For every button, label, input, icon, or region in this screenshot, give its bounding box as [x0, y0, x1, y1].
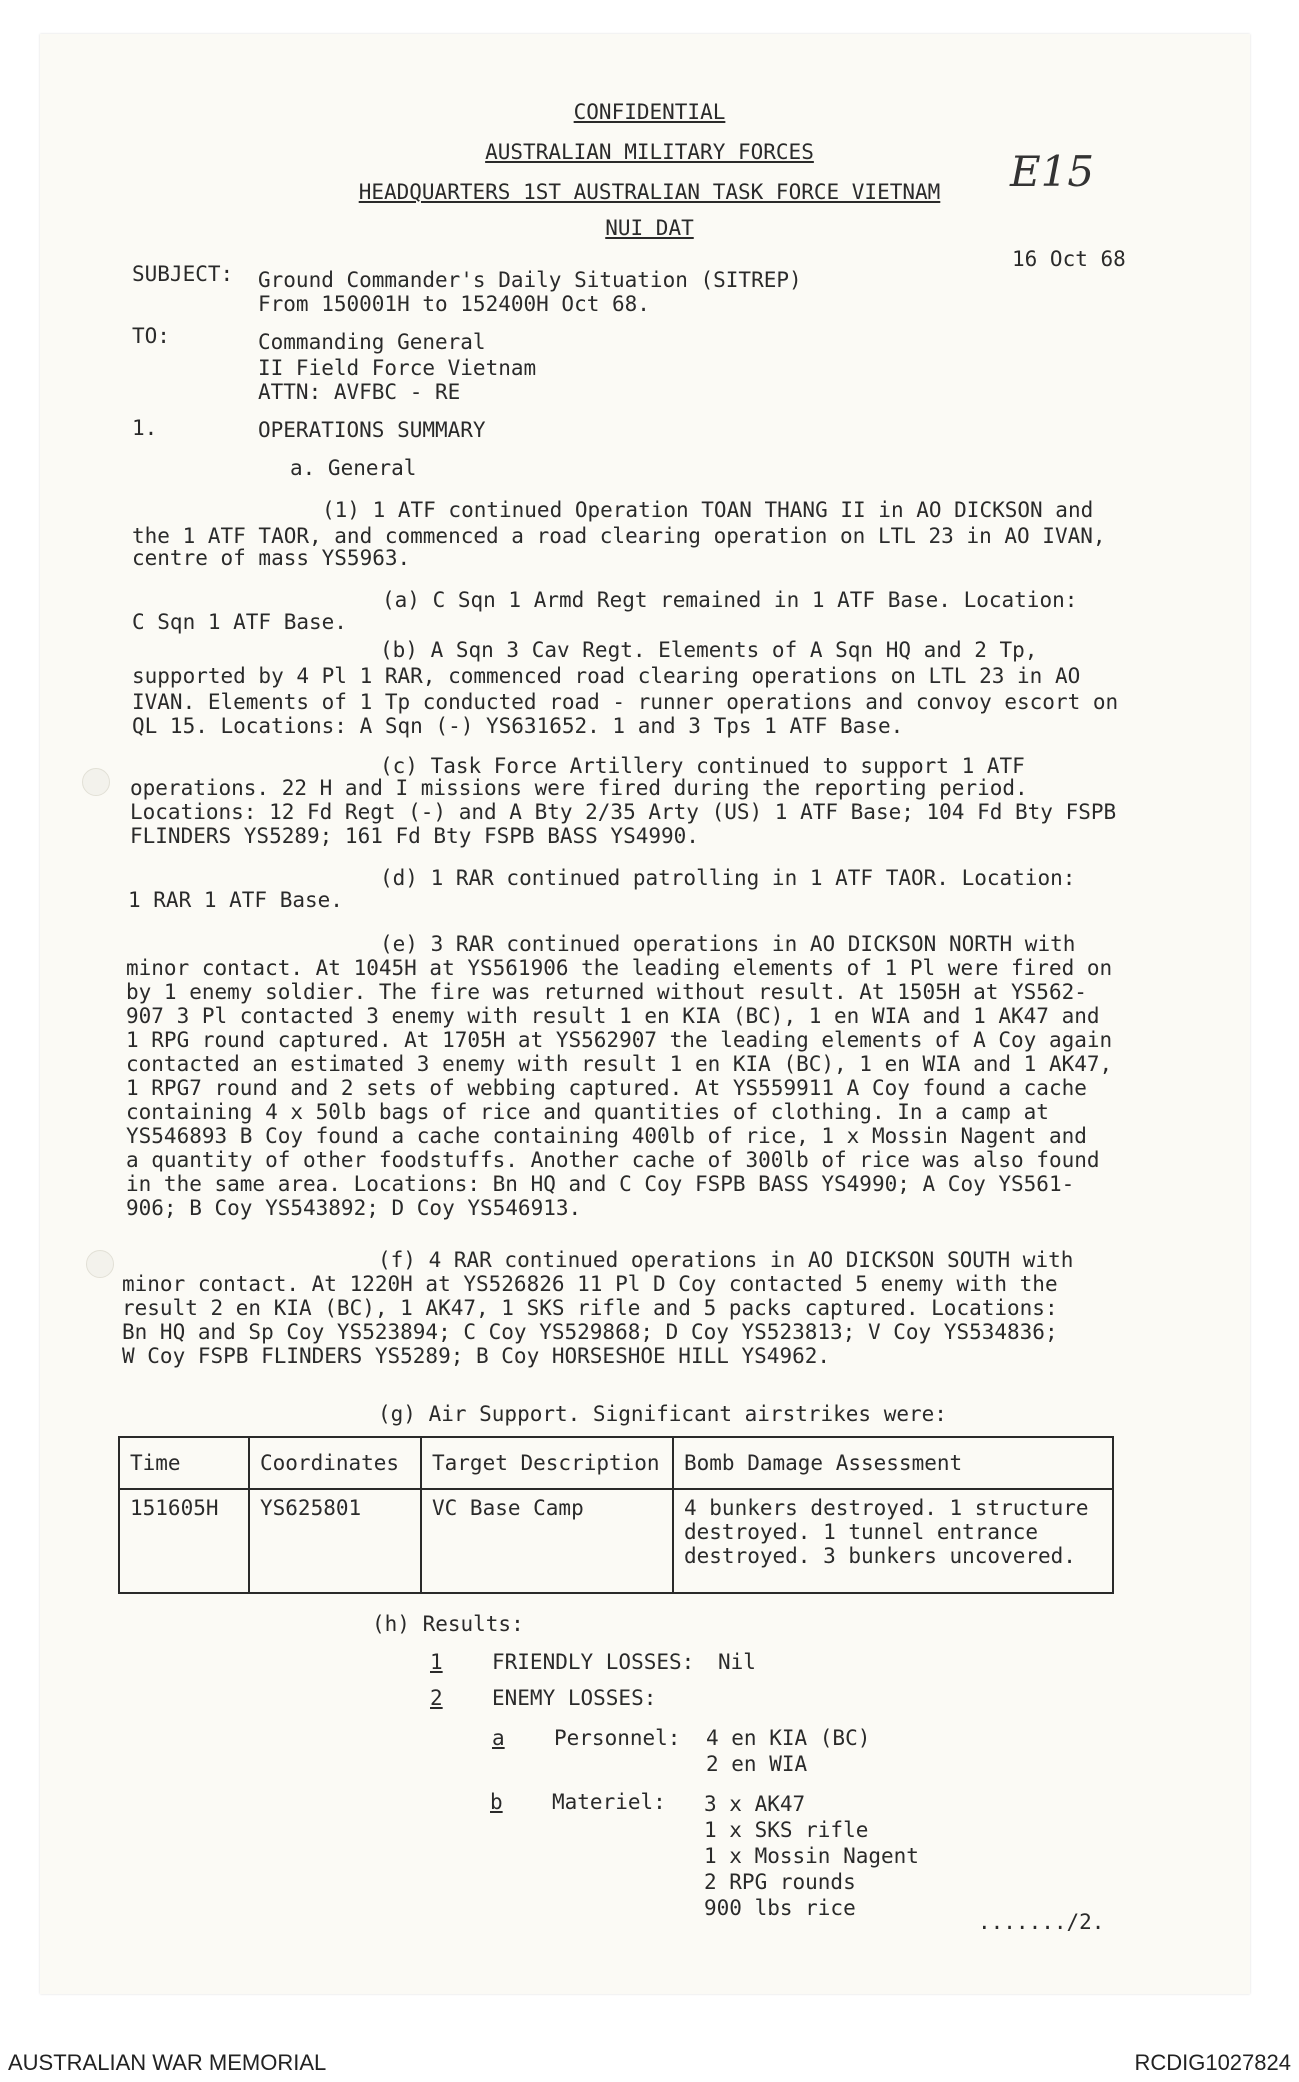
para-f-line: minor contact. At 1220H at YS526826 11 Pl D Coy contacted 5 enemy with the: [122, 1272, 1058, 1296]
para-1-line: centre of mass YS5963.: [132, 546, 411, 570]
materiel-item: 3 x AK47: [704, 1792, 806, 1816]
personnel-item: 2 en WIA: [706, 1752, 808, 1776]
friendly-losses-number: 1: [430, 1650, 443, 1674]
footer-left-credit: AUSTRALIAN WAR MEMORIAL: [8, 2050, 327, 2075]
enemy-losses-number: 2: [430, 1686, 443, 1710]
section-title: OPERATIONS SUMMARY: [258, 418, 486, 442]
para-e-line: minor contact. At 1045H at YS561906 the leading elements of 1 Pl were fired on: [126, 956, 1113, 980]
punch-hole-bottom: [86, 1250, 114, 1278]
materiel-item: 900 lbs rice: [704, 1896, 856, 1920]
para-d-line: (d) 1 RAR continued patrolling in 1 ATF TAOR. Location:: [380, 866, 1076, 890]
para-e-line: 907 3 Pl contacted 3 enemy with result 1 en KIA (BC), 1 en WIA and 1 AK47 and: [126, 1004, 1100, 1028]
para-b-line: (b) A Sqn 3 Cav Regt. Elements of A Sqn HQ and 2 Tp,: [380, 638, 1038, 662]
footer-right-id: RCDIG1027824: [1134, 2050, 1291, 2075]
punch-hole-top: [82, 768, 110, 796]
friendly-losses-value: Nil: [718, 1650, 756, 1674]
col-header-target: Target Description: [421, 1437, 673, 1489]
para-c-line: Locations: 12 Fd Regt (-) and A Bty 2/35 Arty (US) 1 ATF Base; 104 Fd Bty FSPB: [130, 800, 1117, 824]
materiel-item: 2 RPG rounds: [704, 1870, 856, 1894]
subject-line-1: Ground Commander's Daily Situation (SITREP): [258, 268, 802, 292]
para-f-line: Bn HQ and Sp Coy YS523894; C Coy YS529868; D Coy YS523813; V Coy YS534836;: [122, 1320, 1058, 1344]
bda-line: destroyed. 1 tunnel entrance: [684, 1520, 1039, 1544]
cell-coordinates: YS625801: [249, 1489, 421, 1593]
para-f-line: (f) 4 RAR continued operations in AO DICKSON SOUTH with: [378, 1248, 1074, 1272]
para-e-line: 906; B Coy YS543892; D Coy YS546913.: [126, 1196, 582, 1220]
results-label: (h) Results:: [372, 1612, 524, 1636]
para-g-air-support: (g) Air Support. Significant airstrikes were:: [378, 1402, 947, 1426]
subject-label: SUBJECT:: [132, 262, 234, 286]
subsection-general: a. General: [290, 456, 417, 480]
col-header-coordinates: Coordinates: [249, 1437, 421, 1489]
para-e-line: 1 RPG round captured. At 1705H at YS562907 the leading elements of A Coy again: [126, 1028, 1113, 1052]
para-e-line: YS546893 B Coy found a cache containing 400lb of rice, 1 x Mossin Nagent and: [126, 1124, 1087, 1148]
document-date: 16 Oct 68: [1012, 247, 1126, 271]
para-e-line: by 1 enemy soldier. The fire was returned without result. At 1505H at YS562-: [126, 980, 1087, 1004]
headquarters-title: HEADQUARTERS 1ST AUSTRALIAN TASK FORCE VIETNAM: [358, 180, 941, 204]
section-number: 1.: [132, 416, 158, 440]
para-b-line: QL 15. Locations: A Sqn (-) YS631652. 1 and 3 Tps 1 ATF Base.: [132, 714, 904, 738]
para-d-line: 1 RAR 1 ATF Base.: [128, 888, 343, 912]
subject-line-2: From 150001H to 152400H Oct 68.: [258, 292, 650, 316]
table-row: [119, 1489, 1113, 1593]
to-line-3: ATTN: AVFBC - RE: [258, 380, 461, 404]
para-e-line: 1 RPG7 round and 2 sets of webbing captured. At YS559911 A Coy found a cache: [126, 1076, 1087, 1100]
materiel-label: Materiel:: [552, 1790, 666, 1814]
enemy-losses-label: ENEMY LOSSES:: [492, 1686, 657, 1710]
personnel-label: Personnel:: [554, 1726, 681, 1750]
materiel-item: 1 x SKS rifle: [704, 1818, 869, 1842]
para-c-line: (c) Task Force Artillery continued to support 1 ATF: [380, 754, 1025, 778]
location-title: NUI DAT: [605, 216, 694, 240]
para-c-line: operations. 22 H and I missions were fired during the reporting period.: [130, 776, 1028, 800]
to-line-2: II Field Force Vietnam: [258, 356, 537, 380]
para-b-line: IVAN. Elements of 1 Tp conducted road - runner operations and convoy escort on: [132, 690, 1119, 714]
para-1-line: (1) 1 ATF continued Operation TOAN THANG II in AO DICKSON and: [322, 498, 1094, 522]
classification-header: CONFIDENTIAL: [573, 100, 726, 124]
para-f-line: result 2 en KIA (BC), 1 AK47, 1 SKS rifle and 5 packs captured. Locations:: [122, 1296, 1058, 1320]
cell-time: 151605H: [119, 1489, 249, 1593]
para-a-line: (a) C Sqn 1 Armd Regt remained in 1 ATF Base. Location:: [382, 588, 1078, 612]
materiel-item: 1 x Mossin Nagent: [704, 1844, 919, 1868]
bda-line: 4 bunkers destroyed. 1 structure: [684, 1496, 1089, 1520]
personnel-item: 4 en KIA (BC): [706, 1726, 871, 1750]
para-e-line: containing 4 x 50lb bags of rice and quantities of clothing. In a camp at: [126, 1100, 1049, 1124]
para-e-line: (e) 3 RAR continued operations in AO DICKSON NORTH with: [380, 932, 1076, 956]
cell-target: VC Base Camp: [421, 1489, 673, 1593]
airstrikes-table: [118, 1436, 1114, 1594]
bda-line: destroyed. 3 bunkers uncovered.: [684, 1544, 1076, 1568]
col-header-time: Time: [119, 1437, 249, 1489]
para-1-line: the 1 ATF TAOR, and commenced a road clearing operation on LTL 23 in AO IVAN,: [132, 524, 1106, 548]
to-label: TO:: [132, 324, 170, 348]
cell-bda: [673, 1489, 1113, 1593]
personnel-letter: a: [492, 1726, 505, 1750]
para-f-line: W Coy FSPB FLINDERS YS5289; B Coy HORSESHOE HILL YS4962.: [122, 1344, 831, 1368]
continuation-marker: ......./2.: [978, 1910, 1105, 1934]
para-e-line: a quantity of other foodstuffs. Another cache of 300lb of rice was also found: [126, 1148, 1100, 1172]
organisation-title: AUSTRALIAN MILITARY FORCES: [485, 140, 814, 164]
handwritten-reference: E15: [1010, 147, 1095, 196]
para-a-line: C Sqn 1 ATF Base.: [132, 610, 347, 634]
para-b-line: supported by 4 Pl 1 RAR, commenced road clearing operations on LTL 23 in AO: [132, 664, 1081, 688]
materiel-letter: b: [490, 1790, 503, 1814]
to-line-1: Commanding General: [258, 330, 486, 354]
friendly-losses-label: FRIENDLY LOSSES:: [492, 1650, 695, 1674]
para-c-line: FLINDERS YS5289; 161 Fd Bty FSPB BASS YS4990.: [130, 824, 699, 848]
table-header-row: [119, 1437, 1113, 1489]
col-header-bda: Bomb Damage Assessment: [673, 1437, 1113, 1489]
para-e-line: contacted an estimated 3 enemy with result 1 en KIA (BC), 1 en WIA and 1 AK47,: [126, 1052, 1113, 1076]
para-e-line: in the same area. Locations: Bn HQ and C Coy FSPB BASS YS4990; A Coy YS561-: [126, 1172, 1075, 1196]
